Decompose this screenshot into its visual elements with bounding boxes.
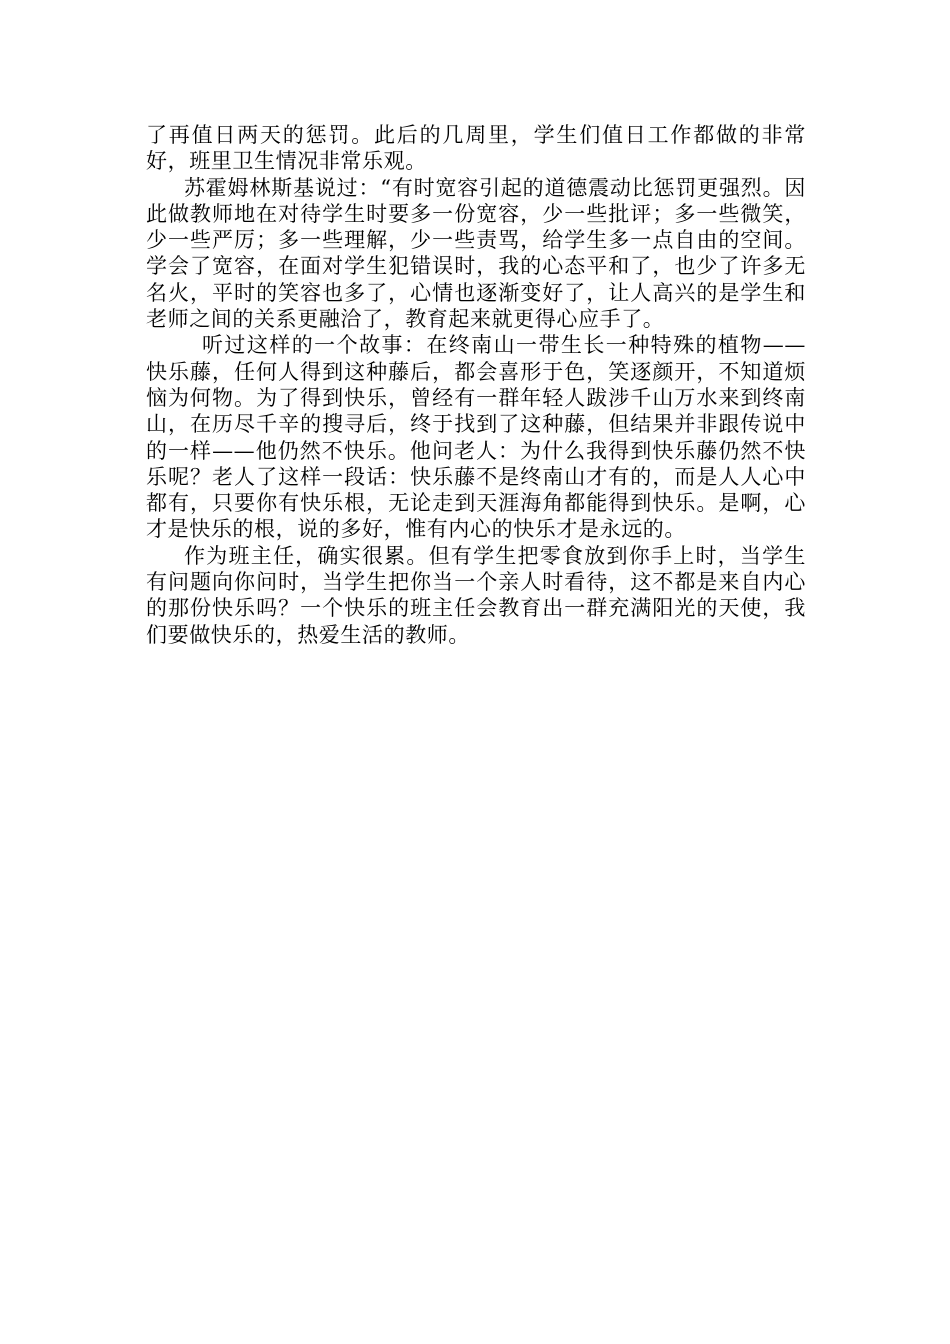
- document-body: [146, 122, 806, 648]
- paragraph-1: 了再值日两天的惩罚。此后的几周里，学生们值日工作都做的非常好，班里卫生情况非常乐观。: [146, 123, 806, 174]
- paragraph-2: 苏霍姆林斯基说过：“有时宽容引起的道德震动比惩罚更强烈。因此做教师地在对待学生时要多一份宽容，少一些批评；多一些微笑，少一些严厉；多一些理解，少一些责骂，给学生多一点自由的空间。学会了宽容，在面对学生犯错误时，我的心态平和了，也少了许多无名火，平时的笑容也多了，心情也逐渐变好了，让人高兴的是学生和老师之间的关系更融洽了，教育起来就更得心应手了。: [146, 175, 806, 332]
- paragraph-3: 听过这样的一个故事：在终南山一带生长一种特殊的植物——快乐藤，任何人得到这种藤后，都会喜形于色，笑逐颜开，不知道烦恼为何物。为了得到快乐，曾经有一群年轻人跋涉千山万水来到终南山，在历尽千辛的搜寻后，终于找到了这种藤，但结果并非跟传说中的一样——他仍然不快乐。他问老人：为什么我得到快乐藤仍然不快乐呢？老人了这样一段话：快乐藤不是终南山才有的，而是人人心中都有，只要你有快乐根，无论走到天涯海角都能得到快乐。是啊，心才是快乐的根，说的多好，惟有内心的快乐才是永远的。: [146, 333, 806, 542]
- paragraph-4: 作为班主任，确实很累。但有学生把零食放到你手上时，当学生有问题向你问时，当学生把你当一个亲人时看待，这不都是来自内心的那份快乐吗？一个快乐的班主任会教育出一群充满阳光的天使，我们要做快乐的，热爱生活的教师。: [146, 543, 806, 647]
